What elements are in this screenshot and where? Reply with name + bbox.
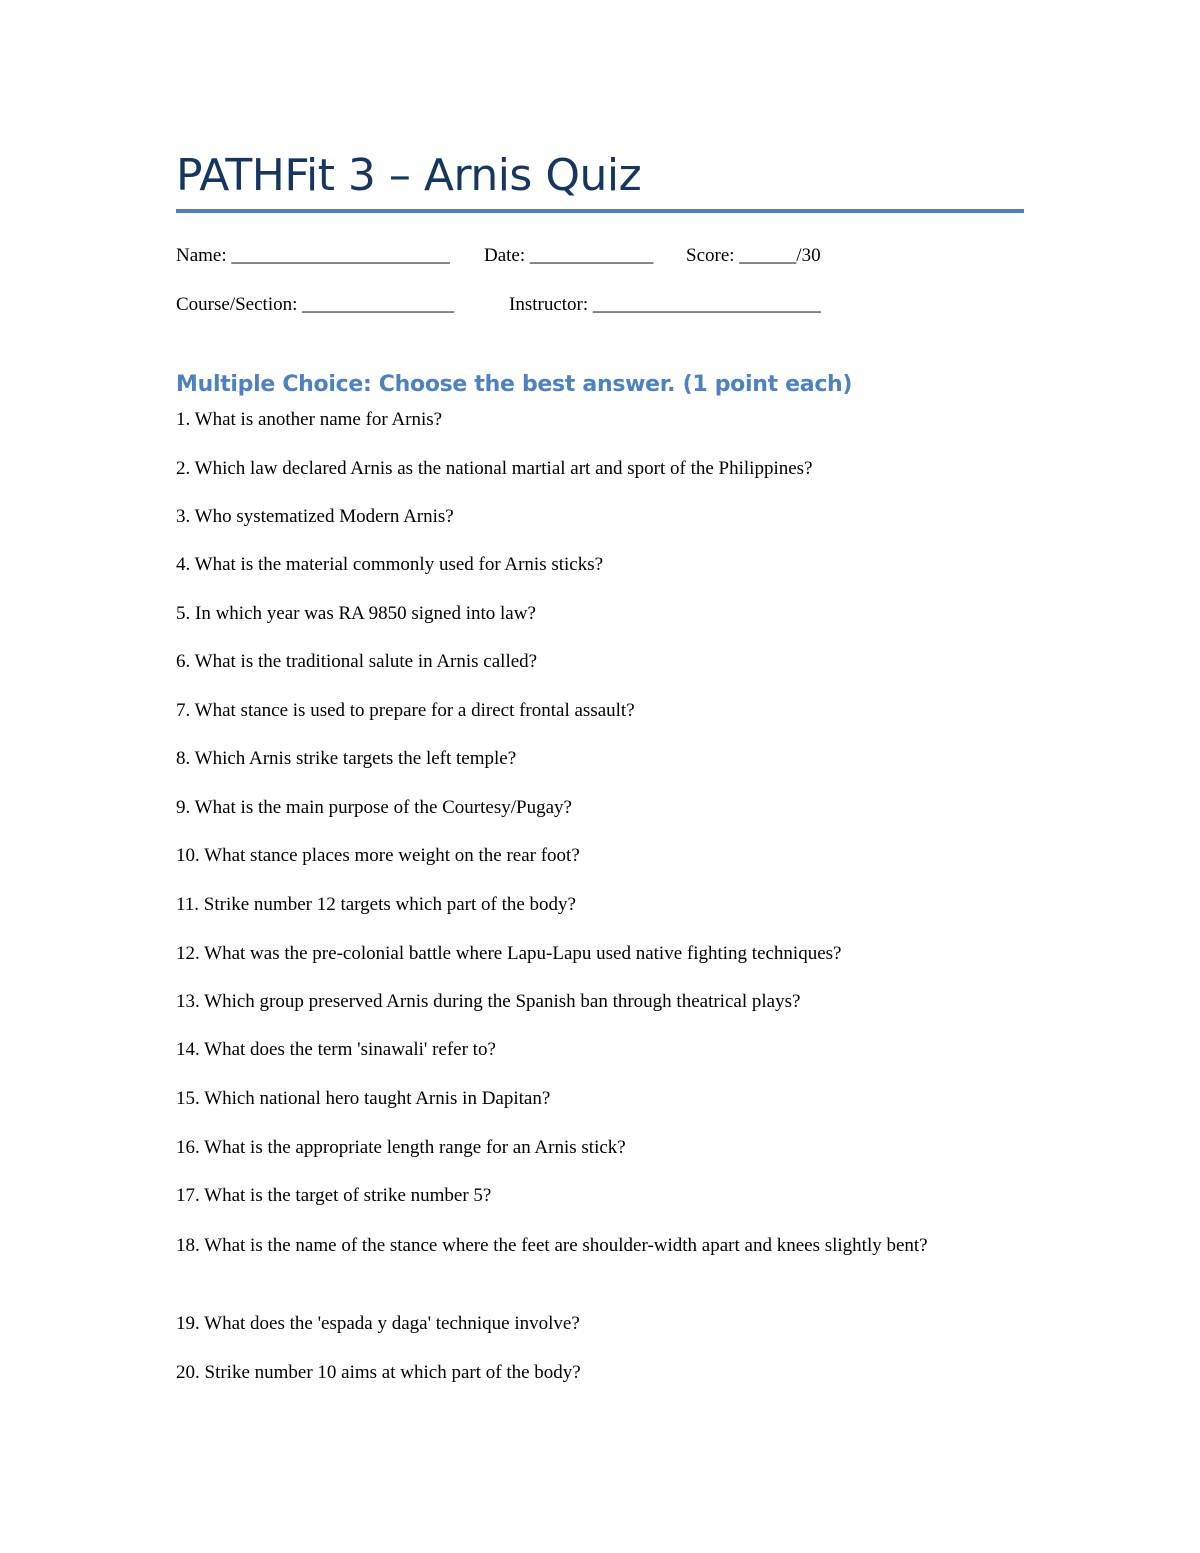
question-item: 11. Strike number 12 targets which part of the body? xyxy=(176,894,576,915)
question-item: 3. Who systematized Modern Arnis? xyxy=(176,506,454,527)
page-title: PATHFit 3 – Arnis Quiz xyxy=(176,150,642,201)
course-section-field: Course/Section: ________________ xyxy=(176,294,455,315)
question-item: 15. Which national hero taught Arnis in Dapitan? xyxy=(176,1088,551,1109)
score-field: Score: ______/30 xyxy=(686,245,821,266)
question-item: 20. Strike number 10 aims at which part of the body? xyxy=(176,1362,581,1383)
question-item: 9. What is the main purpose of the Courtesy/Pugay? xyxy=(176,797,572,818)
question-item: 19. What does the 'espada y daga' technique involve? xyxy=(176,1313,580,1334)
question-item: 6. What is the traditional salute in Arnis called? xyxy=(176,651,538,672)
question-item: 4. What is the material commonly used for Arnis sticks? xyxy=(176,554,604,575)
question-item: 5. In which year was RA 9850 signed into law? xyxy=(176,603,536,624)
question-item: 12. What was the pre-colonial battle where Lapu-Lapu used native fighting techniques? xyxy=(176,943,842,964)
question-item: 18. What is the name of the stance where the feet are shoulder-width apart and knees slightly bent? xyxy=(176,1235,928,1256)
question-item: 7. What stance is used to prepare for a direct frontal assault? xyxy=(176,700,635,721)
question-item: 16. What is the appropriate length range for an Arnis stick? xyxy=(176,1137,626,1158)
title-underline-divider xyxy=(176,209,1024,213)
multiple-choice-heading: Multiple Choice: Choose the best answer. (1 point each) xyxy=(176,372,853,397)
question-item: 13. Which group preserved Arnis during the Spanish ban through theatrical plays? xyxy=(176,991,801,1012)
question-item: 1. What is another name for Arnis? xyxy=(176,409,443,430)
instructor-field: Instructor: ________________________ xyxy=(509,294,821,315)
question-item: 8. Which Arnis strike targets the left temple? xyxy=(176,748,517,769)
name-field: Name: _______________________ xyxy=(176,245,450,266)
question-item: 2. Which law declared Arnis as the national martial art and sport of the Philippines? xyxy=(176,458,813,479)
question-item: 14. What does the term 'sinawali' refer to? xyxy=(176,1039,496,1060)
question-item: 10. What stance places more weight on the rear foot? xyxy=(176,845,580,866)
question-item: 17. What is the target of strike number 5? xyxy=(176,1185,492,1206)
date-field: Date: _____________ xyxy=(484,245,654,266)
